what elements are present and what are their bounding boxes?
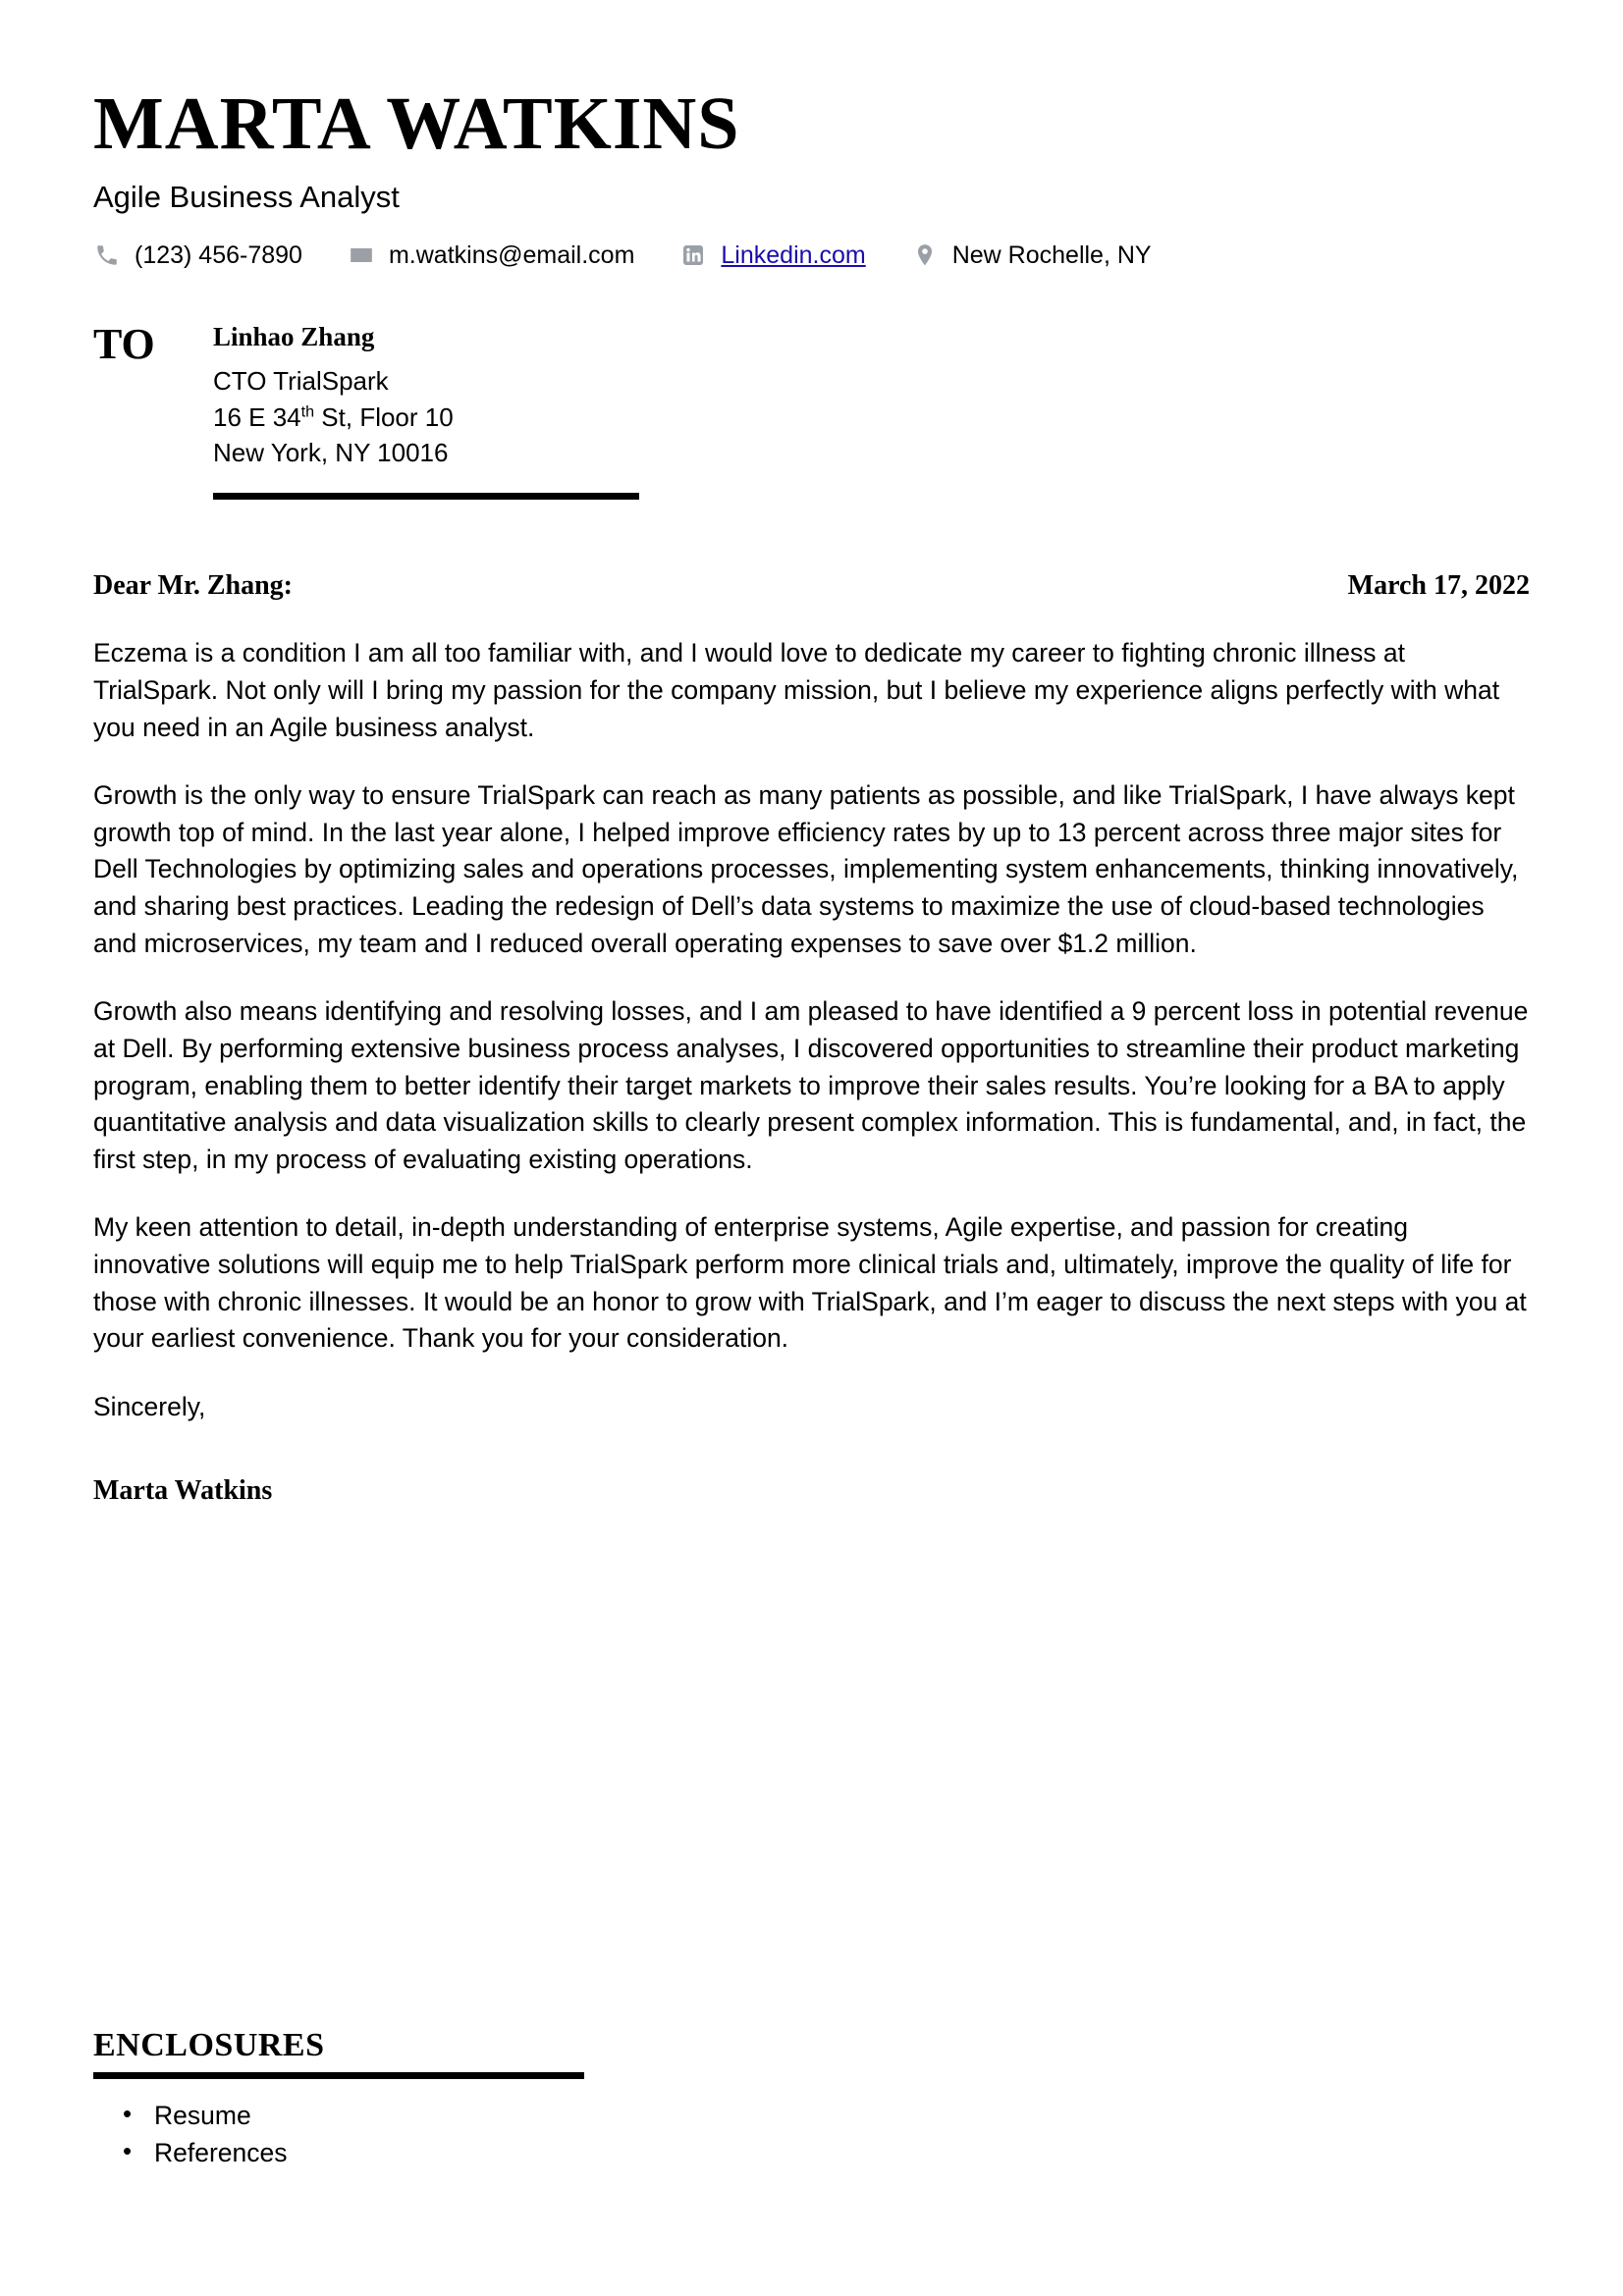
- contact-phone-text: (123) 456-7890: [135, 241, 302, 270]
- recipient-label: TO: [93, 320, 155, 369]
- enclosures-section: [93, 2027, 781, 2172]
- location-pin-icon: [911, 241, 939, 269]
- recipient-street-ordinal: th: [300, 401, 315, 420]
- recipient-divider: [213, 493, 639, 500]
- enclosures-list: [93, 2097, 781, 2172]
- job-title: Agile Business Analyst: [93, 180, 400, 214]
- enclosures-heading: ENCLOSURES: [93, 2027, 325, 2063]
- list-item: • References: [154, 2134, 781, 2171]
- recipient-name: Linhao Zhang: [213, 322, 375, 352]
- recipient-street: [213, 400, 454, 436]
- salutation-row: [93, 570, 1530, 602]
- letter-paragraph: My keen attention to detail, in-depth understanding of enterprise systems, Agile expertise, and passion for creating innovative solutions will equip me to help TrialSpark perform more clinical trials and, ultimately, improve the quality of life for those with chronic illnesses. It would be an honor to grow with TrialSpark, and I’m eager to discuss the next steps with you at your earliest convenience. Thank you for your consideration.: [93, 1212, 1527, 1354]
- signature-name: Marta Watkins: [93, 1474, 273, 1506]
- letter-paragraph: Growth also means identifying and resolving losses, and I am pleased to have identified a 9 percent loss in potential revenue at Dell. By performing extensive business process analyses, I discovered opportunities to streamline their product marketing program, enabling them to better identify their target markets to improve their sales results. You’re looking for a BA to apply quantitative analysis and data visualization skills to clearly present complex information. This is fundamental, and, in fact, the first step, in my process of evaluating existing operations.: [93, 996, 1529, 1174]
- salutation: Dear Mr. Zhang:: [93, 570, 293, 602]
- letter-paragraph: Growth is the only way to ensure TrialSpark can reach as many patients as possible, and like TrialSpark, I have always kept growth top of mind. In the last year alone, I helped improve efficiency rates by up to 13 percent across three major sites for Dell Technologies by optimizing sales and operations processes, implementing system enhancements, thinking innovatively, and sharing best practices. Leading the redesign of Dell’s data systems to maximize the use of cloud-based technologies and microservices, my team and I reduced overall operating expenses to save over $1.2 million.: [93, 780, 1519, 958]
- recipient-company: CTO TrialSpark: [213, 365, 389, 396]
- phone-icon: [93, 241, 121, 269]
- recipient-city: New York, NY 10016: [213, 438, 449, 468]
- page-title: MARTA WATKINS: [93, 82, 740, 165]
- contact-linkedin[interactable]: [679, 240, 865, 270]
- recipient-street-pre: 16 E 34: [213, 401, 301, 432]
- letter-paragraph: Eczema is a condition I am all too familiar with, and I would love to dedicate my career to fighting chronic illness at TrialSpark. Not only will I bring my passion for the company mission, but I believe my experience aligns perfectly with what you need in an Agile business analyst.: [93, 638, 1500, 742]
- email-icon: [348, 241, 375, 269]
- contact-location-text: New Rochelle, NY: [951, 241, 1152, 270]
- contact-row: [93, 240, 1530, 270]
- linkedin-icon: [679, 241, 707, 269]
- letter-body: [93, 635, 1530, 1506]
- contact-phone: [93, 240, 302, 270]
- contact-email: [348, 240, 634, 270]
- recipient-block: [93, 317, 1530, 471]
- contact-location: [911, 240, 1152, 270]
- recipient-street-post: St, Floor 10: [314, 401, 454, 432]
- sign-off: Sincerely,: [93, 1391, 206, 1421]
- list-item: • Resume: [154, 2097, 781, 2134]
- letter-date: March 17, 2022: [1347, 570, 1530, 602]
- contact-email-text: m.watkins@email.com: [388, 241, 635, 270]
- enclosures-divider: [93, 2072, 584, 2079]
- recipient-lines: [213, 317, 454, 471]
- contact-linkedin-link[interactable]: Linkedin.com: [721, 241, 866, 270]
